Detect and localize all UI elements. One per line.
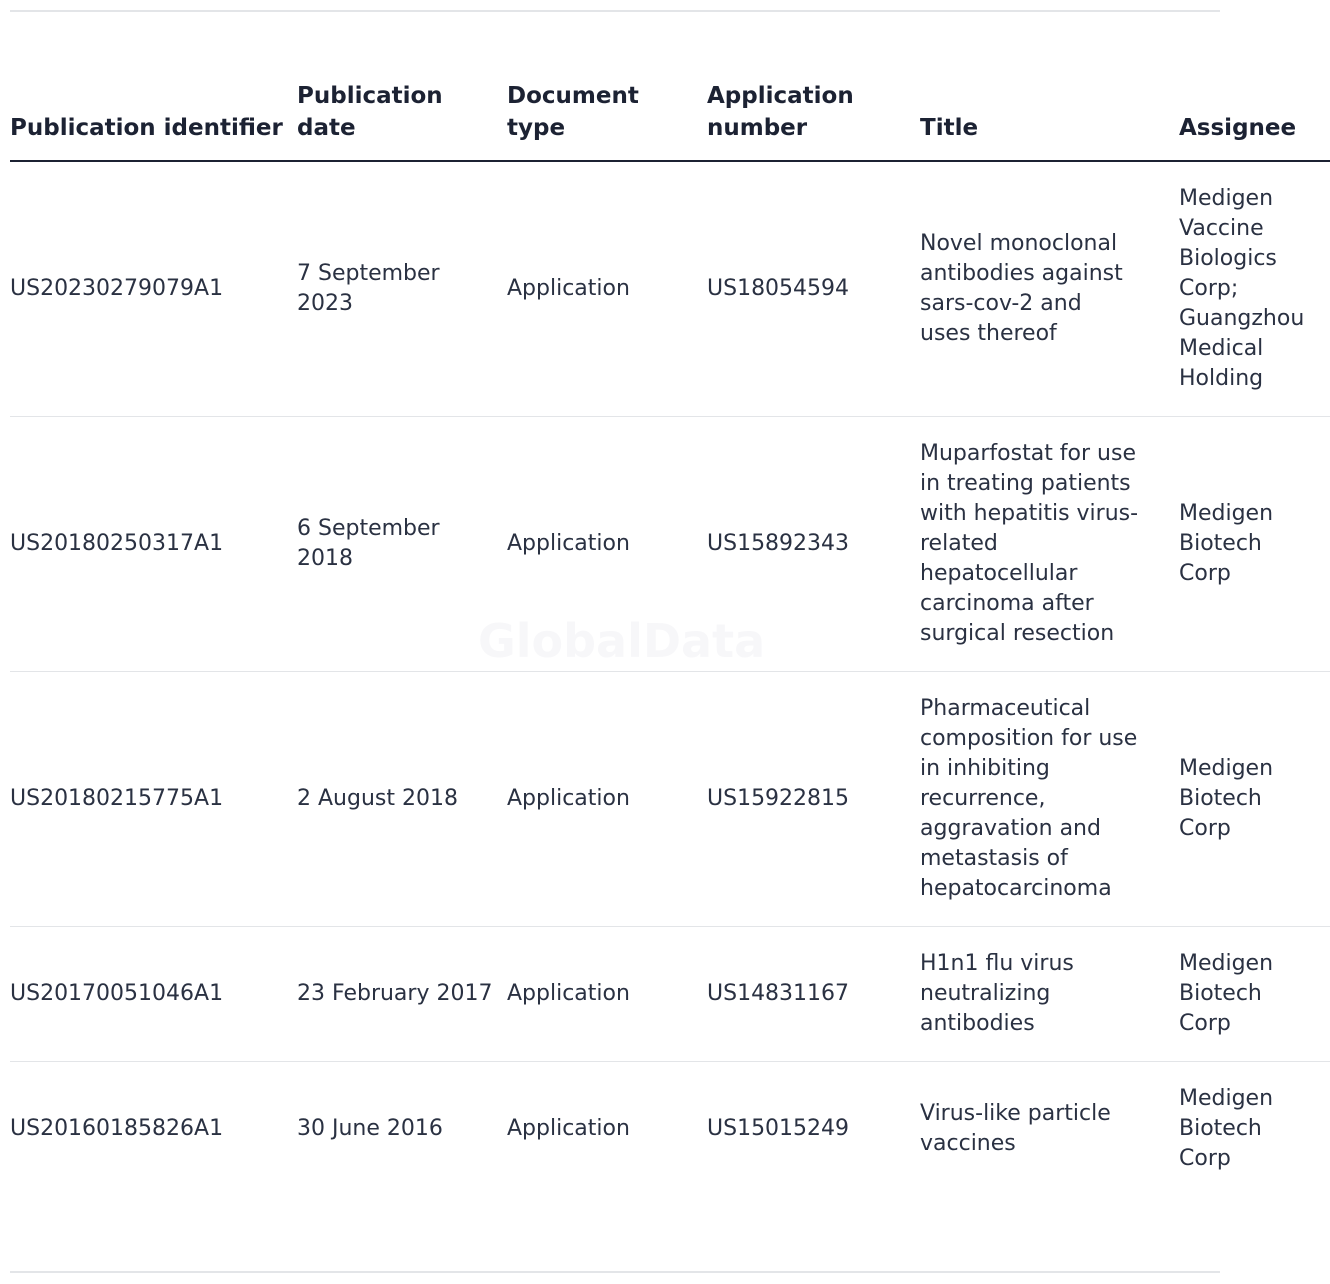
cell-title: Pharmaceutical composition for use in inhibiting recurrence, aggravation and metastasis of hepatocarcinoma xyxy=(920,672,1179,927)
header-row xyxy=(10,80,1330,161)
cell-publication-date: 2 August 2018 xyxy=(297,672,507,927)
table-row xyxy=(10,672,1330,927)
table-row xyxy=(10,927,1330,1062)
cell-publication-identifier: US20180215775A1 xyxy=(10,672,297,927)
cell-publication-identifier: US20180250317A1 xyxy=(10,417,297,672)
column-header-assignee[interactable]: Assignee xyxy=(1179,80,1330,161)
cell-publication-date: 23 February 2017 xyxy=(297,927,507,1062)
table-header xyxy=(10,80,1330,161)
cell-publication-identifier: US20160185826A1 xyxy=(10,1116,224,1141)
cell-assignee: Medigen Biotech Corp xyxy=(1179,417,1330,672)
patent-table-container[interactable] xyxy=(10,80,1305,1196)
table-body xyxy=(10,161,1330,1196)
cell-assignee: Medigen Biotech Corp xyxy=(1179,672,1330,927)
cell-publication-identifier: US20230279079A1 xyxy=(10,161,297,417)
column-header-application-number[interactable]: Application number xyxy=(707,80,920,161)
table-row xyxy=(10,161,1330,417)
cell-document-type: Application xyxy=(507,927,707,1062)
table-row xyxy=(10,417,1330,672)
cell-application-number: US15892343 xyxy=(707,417,920,672)
column-header-publication-date[interactable]: Publication date xyxy=(297,80,507,161)
cell-publication-date: 7 September 2023 xyxy=(297,161,507,417)
cell-publication-date: 6 September 2018 xyxy=(297,417,507,672)
cell-title: Muparfostat for use in treating patients with hepatitis virus-related hepatocellular carcinoma after surgical resection xyxy=(920,417,1179,672)
cell-application-number: US14831167 xyxy=(707,927,920,1062)
table-row xyxy=(10,1062,1330,1197)
cell-title: Novel monoclonal antibodies against sars-cov-2 and uses thereof xyxy=(920,161,1179,417)
cell-document-type: Application xyxy=(507,161,707,417)
cell-title: Virus-like particle vaccines xyxy=(920,1101,1111,1156)
cell-assignee: Medigen Biotech Corp xyxy=(1179,927,1330,1062)
column-header-title[interactable]: Title xyxy=(920,80,1179,161)
patent-table xyxy=(10,80,1330,1196)
cell-publication-date: 30 June 2016 xyxy=(297,1116,443,1141)
column-header-publication-identifier[interactable]: Publication identifier xyxy=(10,80,297,161)
cell-assignee: Medigen Vaccine Biologics Corp; Guangzhou Medical Holding xyxy=(1179,161,1330,417)
cell-title: H1n1 flu virus neutralizing antibodies xyxy=(920,927,1179,1062)
globaldata-watermark: GlobalData xyxy=(478,614,766,668)
column-header-document-type[interactable]: Document type xyxy=(507,80,707,161)
cell-document-type: Application xyxy=(507,417,707,672)
bottom-divider xyxy=(10,1271,1220,1273)
cell-document-type: Application xyxy=(507,1116,630,1141)
cell-application-number: US15922815 xyxy=(707,672,920,927)
cell-assignee: Medigen Biotech Corp xyxy=(1179,1086,1274,1171)
top-divider xyxy=(10,10,1220,12)
cell-document-type: Application xyxy=(507,672,707,927)
cell-application-number: US15015249 xyxy=(707,1116,850,1141)
cell-application-number: US18054594 xyxy=(707,161,920,417)
cell-publication-identifier: US20170051046A1 xyxy=(10,927,297,1062)
